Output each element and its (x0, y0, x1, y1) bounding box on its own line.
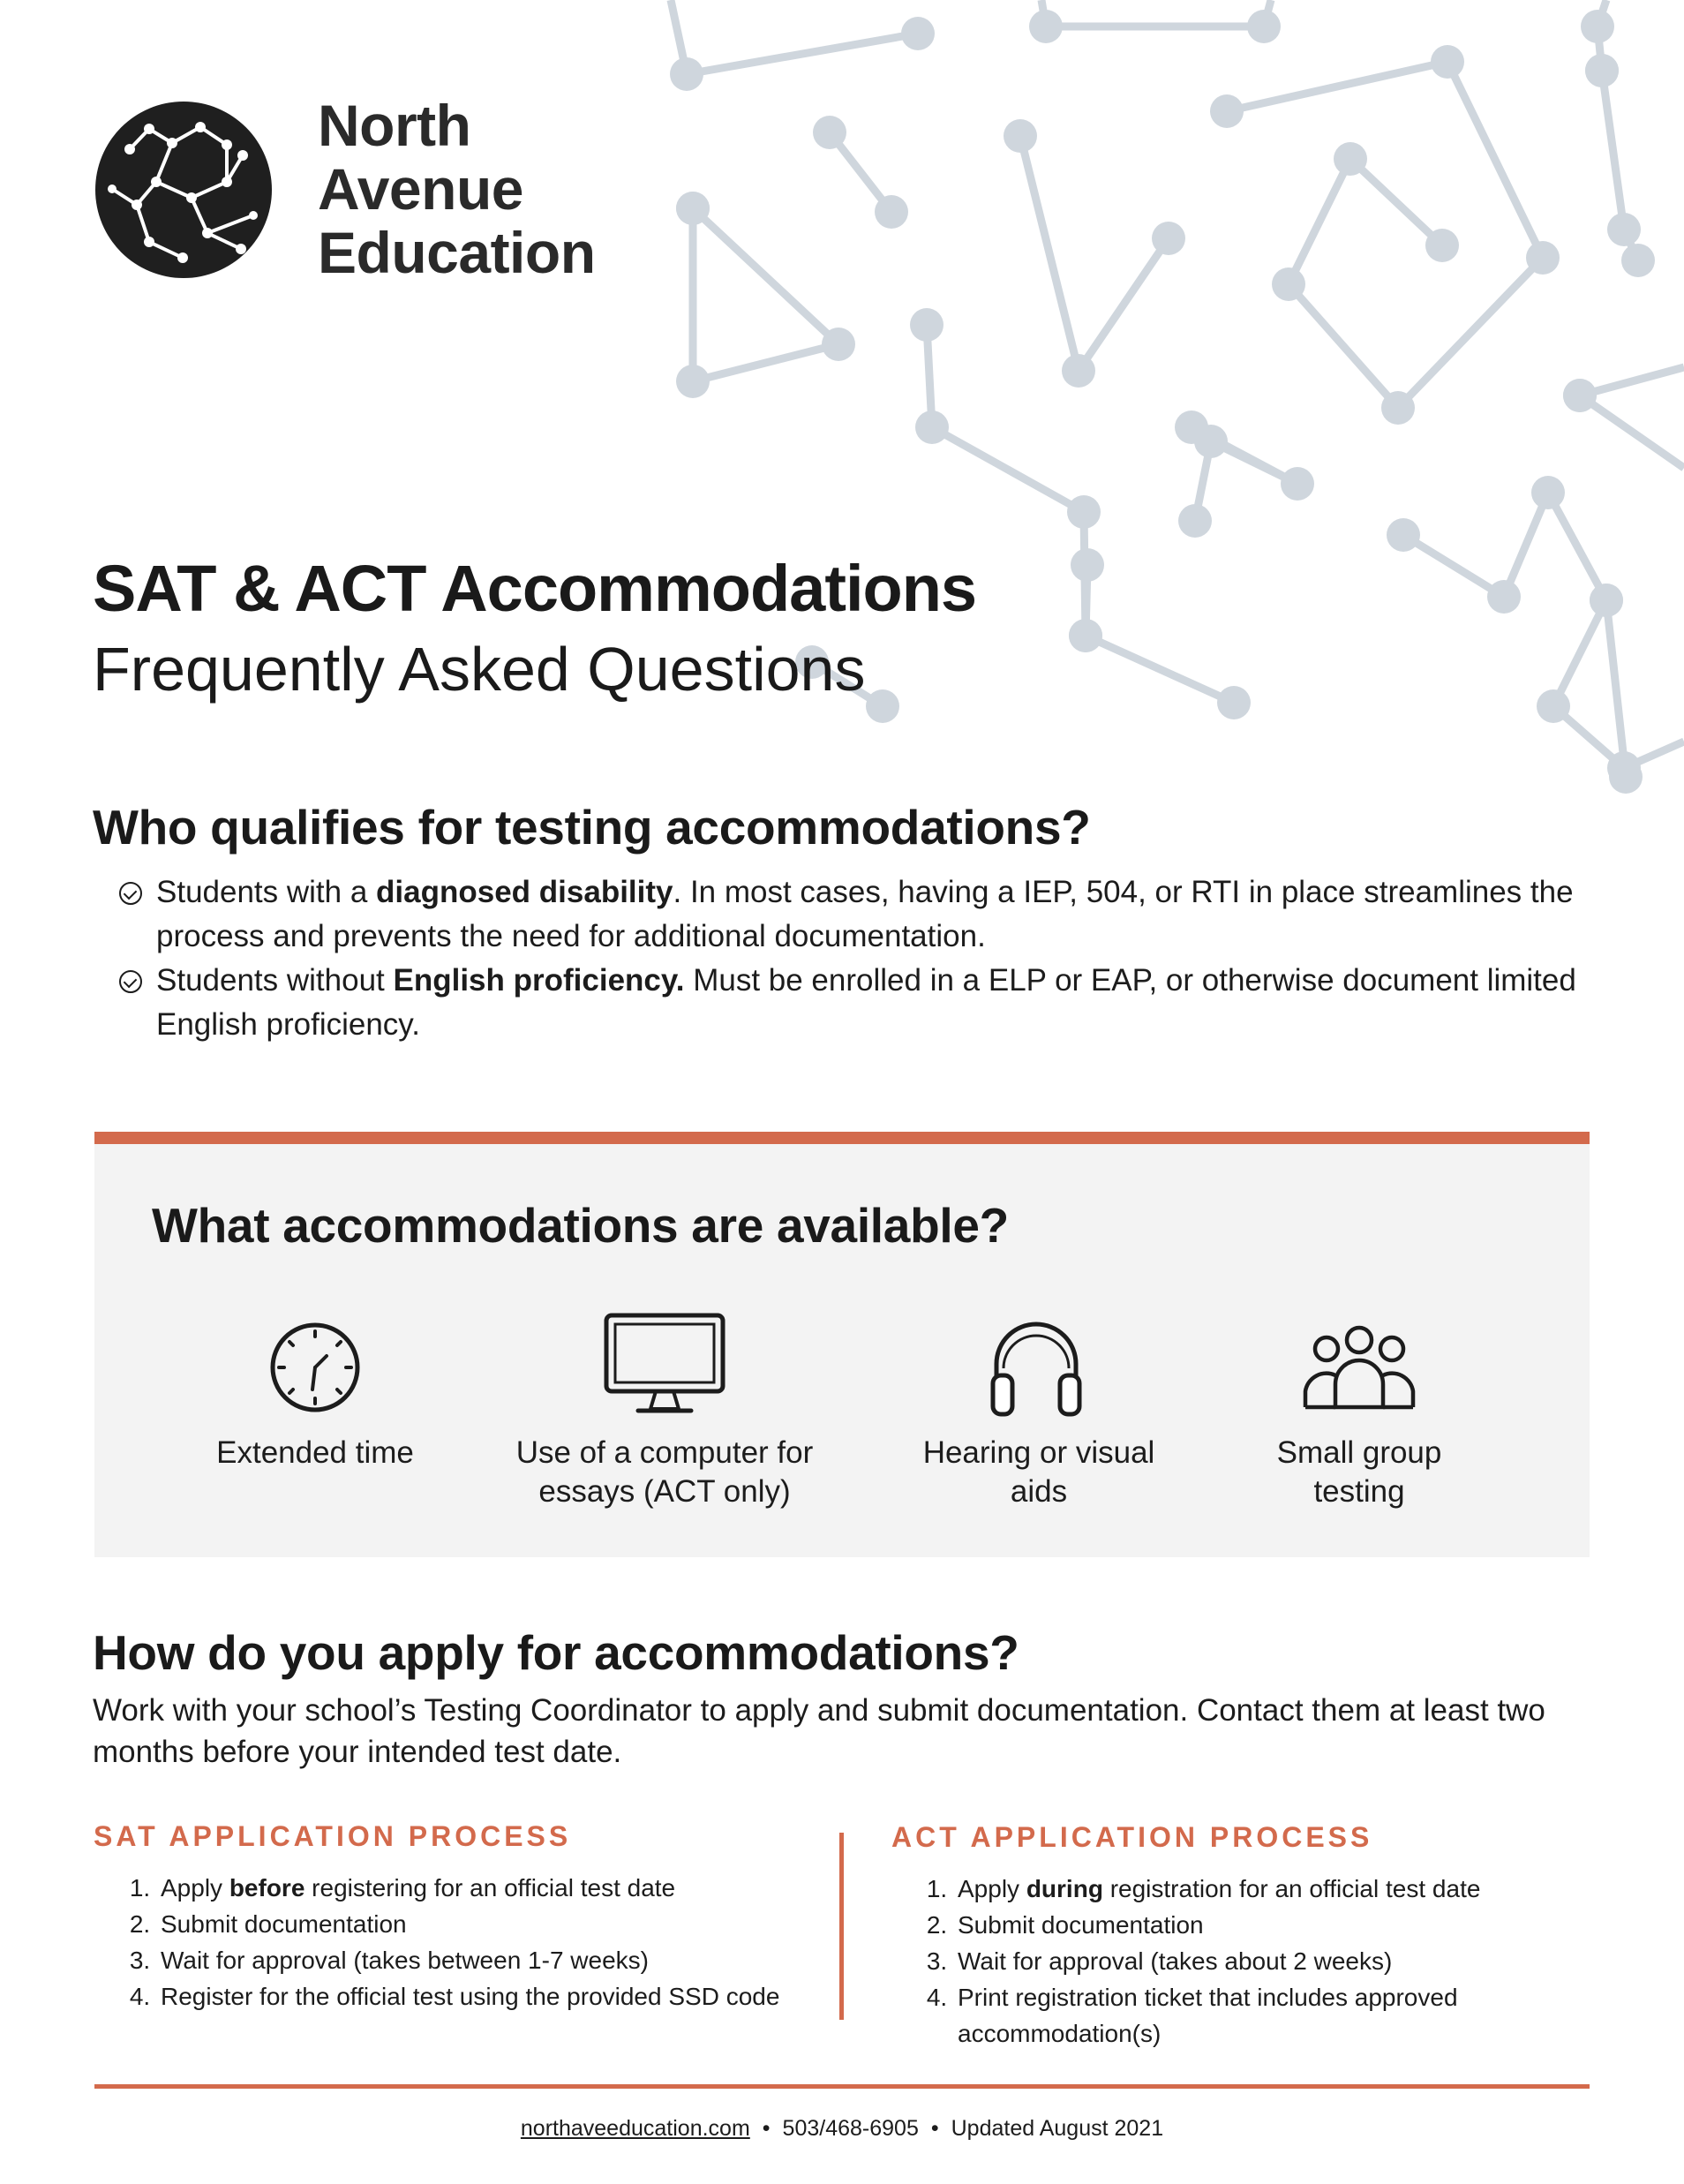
network-node (1621, 244, 1655, 277)
accommodation-label (506, 1434, 823, 1511)
logo-icon (94, 101, 273, 279)
network-line (693, 208, 838, 381)
network-node (1062, 354, 1095, 388)
step-text: Apply (161, 1874, 229, 1902)
network-node (1585, 54, 1619, 87)
qualify-item-emphasis: English proficiency. (393, 963, 685, 998)
accommodation-label-line: aids (1010, 1474, 1068, 1509)
step-text: Submit documentation (161, 1910, 407, 1938)
act-steps-list (922, 1871, 1590, 2052)
act-step (954, 1979, 1590, 2052)
accommodation-label-line: Extended time (216, 1435, 414, 1470)
sat-step (157, 1942, 863, 1978)
phone-number: 503/468-6905 (782, 2116, 919, 2141)
qualify-item-text: Students with a (156, 875, 377, 909)
computer-monitor-icon (603, 1312, 726, 1418)
network-line (671, 0, 918, 74)
network-node (910, 308, 943, 342)
network-node (1069, 619, 1102, 652)
network-node (1247, 10, 1281, 43)
network-node (813, 116, 846, 149)
qualify-item-text: . In most cases, having a IEP, 504, or RTI in place streamlines the process and prevents the need for additional documentation. (156, 875, 1574, 953)
act-step (954, 1943, 1590, 1979)
step-text: Register for the official test using the provided SSD code (161, 1983, 780, 2010)
network-node (915, 410, 949, 444)
step-text: Wait for approval (takes about 2 weeks) (958, 1947, 1393, 1975)
network-line (1580, 395, 1684, 468)
brand-name (318, 94, 596, 284)
qualify-item-text: Students without (156, 963, 394, 998)
qualify-item-emphasis: diagnosed disability (376, 875, 673, 909)
act-step (954, 1907, 1590, 1943)
qualify-item-text: Must be enrolled in a ELP or EAP, or otherwise document limited English proficiency. (156, 963, 1576, 1042)
sat-steps-list (125, 1870, 863, 2015)
footer-divider (94, 2084, 1590, 2089)
page-title: SAT & ACT Accommodations (93, 552, 977, 625)
updated-date: Updated August 2021 (951, 2116, 1164, 2141)
sat-section-label: SAT APPLICATION PROCESS (94, 1820, 572, 1852)
network-node (1152, 222, 1185, 255)
clock-icon (267, 1319, 364, 1416)
network-node (1334, 142, 1367, 176)
network-node (1563, 379, 1597, 412)
network-node (670, 57, 703, 91)
network-node (1581, 10, 1614, 43)
network-node (1590, 584, 1623, 617)
qualify-item-disability (156, 870, 1595, 959)
step-text: Print registration ticket that includes approved accommodation(s) (958, 1984, 1458, 2047)
step-text: Wait for approval (takes between 1-7 weeks) (161, 1947, 649, 1974)
step-emphasis: during (1026, 1875, 1103, 1902)
network-line (1020, 136, 1169, 371)
accommodation-label-line: testing (1313, 1474, 1405, 1509)
step-text: registration for an official test date (1102, 1875, 1481, 1902)
act-step (954, 1871, 1590, 1907)
apply-description-line: Work with your school’s Testing Coordinator to apply and submit documentation. Contact them at least two (93, 1693, 1545, 1728)
footer-separator: • (930, 2116, 939, 2141)
network-node (901, 17, 935, 50)
brand-line-2: Avenue (318, 156, 523, 222)
accommodation-label-line: Use of a computer for (515, 1435, 814, 1470)
brand-line-3: Education (318, 220, 596, 285)
apply-description-line: months before your intended test date. (93, 1735, 622, 1769)
sat-step (157, 1870, 863, 1906)
network-line (1227, 62, 1543, 408)
network-line (1041, 0, 1271, 26)
apply-heading: How do you apply for accommodations? (93, 1625, 1019, 1680)
network-node (1067, 495, 1101, 529)
brand-line-1: North (318, 93, 471, 158)
step-text: Submit documentation (958, 1911, 1204, 1939)
website-link[interactable]: northaveeducation.com (520, 2116, 750, 2141)
accommodation-label (1200, 1434, 1518, 1511)
network-node (822, 328, 855, 361)
network-node (1526, 241, 1560, 275)
qualify-item-english (156, 959, 1595, 1047)
accommodation-label-line: Small group (1276, 1435, 1442, 1470)
network-node (1607, 751, 1641, 785)
network-node (1425, 229, 1459, 262)
sat-step (157, 1978, 863, 2015)
network-node (1387, 518, 1420, 552)
network-node (1487, 580, 1521, 614)
apply-description (93, 1690, 1611, 1773)
footer-separator: • (762, 2116, 771, 2141)
accommodations-panel (94, 1132, 1590, 1557)
network-node (1210, 94, 1244, 128)
network-node (1607, 213, 1641, 246)
sat-step (157, 1906, 863, 1942)
network-node (1431, 45, 1464, 79)
network-node (1272, 267, 1305, 301)
headphones-icon (988, 1315, 1085, 1421)
step-text: registering for an official test date (304, 1874, 676, 1902)
group-people-icon (1302, 1321, 1417, 1418)
network-node (1178, 504, 1212, 538)
check-circle-icon (119, 882, 142, 905)
network-node (1071, 548, 1104, 582)
accommodation-label-line: essays (ACT only) (538, 1474, 791, 1509)
network-node (1194, 425, 1228, 458)
network-node (676, 365, 710, 398)
accommodation-label (880, 1434, 1198, 1511)
network-node (676, 192, 710, 225)
act-section-label: ACT APPLICATION PROCESS (891, 1821, 1373, 1853)
network-node (875, 195, 908, 229)
network-node (1004, 119, 1037, 153)
accommodation-label (156, 1434, 474, 1472)
network-node (1381, 391, 1415, 425)
qualify-heading: Who qualifies for testing accommodations? (93, 800, 1091, 855)
footer (0, 2116, 1684, 2142)
step-text: Apply (958, 1875, 1026, 1902)
available-heading: What accommodations are available? (152, 1198, 1009, 1253)
network-node (1281, 467, 1314, 501)
network-node (1537, 689, 1570, 723)
accommodation-label-line: Hearing or visual (922, 1435, 1155, 1470)
network-node (1531, 476, 1565, 509)
step-emphasis: before (229, 1874, 305, 1902)
page-subtitle: Frequently Asked Questions (93, 635, 866, 704)
column-divider (839, 1833, 844, 2020)
check-circle-icon (119, 970, 142, 993)
network-node (1029, 10, 1063, 43)
network-node (1217, 686, 1251, 719)
network-node (866, 689, 899, 723)
